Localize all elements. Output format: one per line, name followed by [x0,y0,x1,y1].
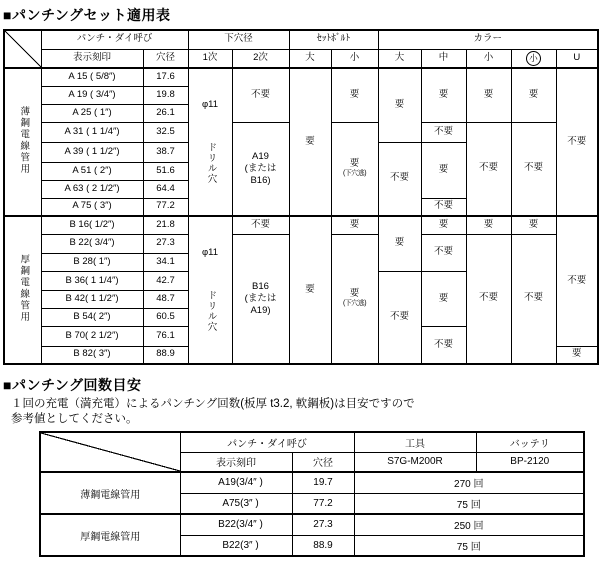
collar-mid-cell: 要 [421,142,466,198]
header-punch-die: パンチ・ダイ呼び [180,432,354,452]
pilot-first-cell: φ11 ドリル穴 [188,68,232,216]
collar-small-cell: 不要 [466,234,511,364]
collar-large-cell: 要 [378,68,421,142]
collar-small-cell: 不要 [466,122,511,216]
table-header [40,432,584,472]
hole-dia: 88.9 [292,535,354,556]
group-label: 厚鋼電線管用 [4,216,41,364]
collar-small-cell: 要 [466,68,511,122]
header-setbolt-large: 大 [289,49,331,68]
punch-name: B 70( 2 1/2″) [41,327,143,346]
tool-model: S7G-M200R [354,452,476,472]
punch-name: B 28( 1″) [41,253,143,271]
hole-dia: 77.2 [292,493,354,514]
punch-name: B 16( 1/2″) [41,216,143,234]
collar-csmall-cell: 要 [511,216,556,234]
header-battery: バッテリ [476,432,584,452]
collar-csmall-cell: 要 [511,68,556,122]
hole-dia: 42.7 [143,271,188,290]
punch-name: B22(3″ ) [180,535,292,556]
header-collar-mid: 中 [421,49,466,68]
header-punch-die: パンチ・ダイ呼び [41,30,188,49]
hole-dia: 19.7 [292,472,354,493]
table-row [40,472,584,493]
battery-model: BP-2120 [476,452,584,472]
pilot-first-cell: φ11 ドリル穴 [188,216,232,364]
hole-dia: 76.1 [143,327,188,346]
collar-large-cell: 不要 [378,142,421,216]
collar-u-cell: 不要 [556,216,598,346]
punch-name: B22(3/4″ ) [180,514,292,535]
punch-count: 75 回 [354,493,584,514]
collar-csmall-cell: 不要 [511,234,556,364]
setbolt-large-cell: 要 [289,68,331,216]
header-second: 2次 [232,49,289,68]
group-thick-conduit [40,514,584,556]
header-hole-dia: 穴径 [143,49,188,68]
group-thin-conduit [4,68,598,216]
header-mark: 表示刻印 [180,452,292,472]
header-first: 1次 [188,49,232,68]
collar-mid-cell: 不要 [421,327,466,364]
page-title-applicability: ■パンチングセット適用表 [3,7,171,23]
punch-count: 250 回 [354,514,584,535]
group-label: 薄鋼電線管用 [40,472,180,514]
punch-name: B 54( 2″) [41,309,143,327]
punch-name: A19(3/4″ ) [180,472,292,493]
hole-dia: 27.3 [143,234,188,253]
second-cell: 不要 [232,216,289,234]
punch-name: B 36( 1 1/4″) [41,271,143,290]
hole-dia: 34.1 [143,253,188,271]
collar-mid-cell: 要 [421,271,466,326]
punch-name: B 22( 3/4″) [41,234,143,253]
collar-large-cell: 不要 [378,271,421,364]
setbolt-small-cell: 要 (下穴逃) [331,122,378,216]
table-row [4,68,598,86]
punch-name: A75(3″ ) [180,493,292,514]
header-hole-dia: 穴径 [292,452,354,472]
note-line: 参考値としてください。 [11,413,138,425]
collar-mid-cell: 不要 [421,234,466,271]
collar-small-cell: 要 [466,216,511,234]
hole-dia: 64.4 [143,180,188,198]
collar-csmall-cell: 不要 [511,122,556,216]
hole-dia: 19.8 [143,86,188,104]
hole-dia: 51.6 [143,162,188,180]
header-setbolt-small: 小 [331,49,378,68]
hole-dia: 88.9 [143,346,188,364]
note-paragraph [11,397,600,427]
hole-dia: 38.7 [143,142,188,162]
collar-mid-cell: 要 [421,216,466,234]
group-thick-conduit [4,216,598,364]
diagonal-corner-cell [4,30,41,68]
punch-name: A 31 ( 1 1/4″) [41,122,143,142]
punch-name: A 39 ( 1 1/2″) [41,142,143,162]
punch-name: A 25 ( 1″) [41,104,143,122]
header-collar-small: 小 [466,49,511,68]
collar-large-cell: 要 [378,216,421,271]
group-label: 厚鋼電線管用 [40,514,180,556]
hole-dia: 60.5 [143,309,188,327]
group-thin-conduit [40,472,584,514]
second-cell: 不要 [232,68,289,122]
setbolt-large-cell: 要 [289,216,331,364]
setbolt-small-cell: 要 [331,216,378,234]
page-title-count-guide: ■パンチング回数目安 [3,377,142,393]
hole-dia: 17.6 [143,68,188,86]
punch-name: A 75 ( 3″) [41,198,143,216]
punching-count-table [39,431,585,557]
header-set-bolt: ｾｯﾄﾎﾞﾙﾄ [289,30,378,49]
punch-name: A 19 ( 3/4″) [41,86,143,104]
punch-name: A 15 ( 5/8″) [41,68,143,86]
collar-mid-cell: 不要 [421,198,466,216]
hole-dia: 26.1 [143,104,188,122]
table-header [4,30,598,68]
note-line: １回の充電（満充電）によるパンチング回数(板厚 t3.2, 軟鋼板)は目安ですので [11,398,415,410]
circled-small-label: 小 [526,51,541,66]
punch-name: A 63 ( 2 1/2″) [41,180,143,198]
hole-dia: 48.7 [143,291,188,309]
second-alt-cell: A19 (または B16) [232,122,289,216]
hole-dia: 21.8 [143,216,188,234]
table-row [40,514,584,535]
collar-mid-cell: 要 [421,68,466,122]
punching-set-table [3,29,599,365]
second-alt-cell: B16 (または A19) [232,234,289,364]
hole-dia: 27.3 [292,514,354,535]
table-row [4,216,598,234]
group-label: 薄鋼電線管用 [4,68,41,216]
hole-dia: 77.2 [143,198,188,216]
diagonal-corner-cell [40,432,180,472]
header-mark: 表示刻印 [41,49,143,68]
setbolt-small-cell: 要 (下穴逃) [331,234,378,364]
collar-u-cell: 要 [556,346,598,364]
punch-name: A 51 ( 2″) [41,162,143,180]
punch-count: 270 回 [354,472,584,493]
header-collar-large: 大 [378,49,421,68]
collar-mid-cell: 不要 [421,122,466,142]
header-tool: 工具 [354,432,476,452]
header-collar: カラー [378,30,598,49]
punch-name: B 42( 1 1/2″) [41,291,143,309]
hole-dia: 32.5 [143,122,188,142]
header-collar-circled-small [511,49,556,68]
punch-count: 75 回 [354,535,584,556]
collar-u-cell: 不要 [556,68,598,216]
punch-name: B 82( 3″) [41,346,143,364]
header-collar-u: U [556,49,598,68]
setbolt-small-cell: 要 [331,68,378,122]
header-pilot-hole: 下穴径 [188,30,289,49]
